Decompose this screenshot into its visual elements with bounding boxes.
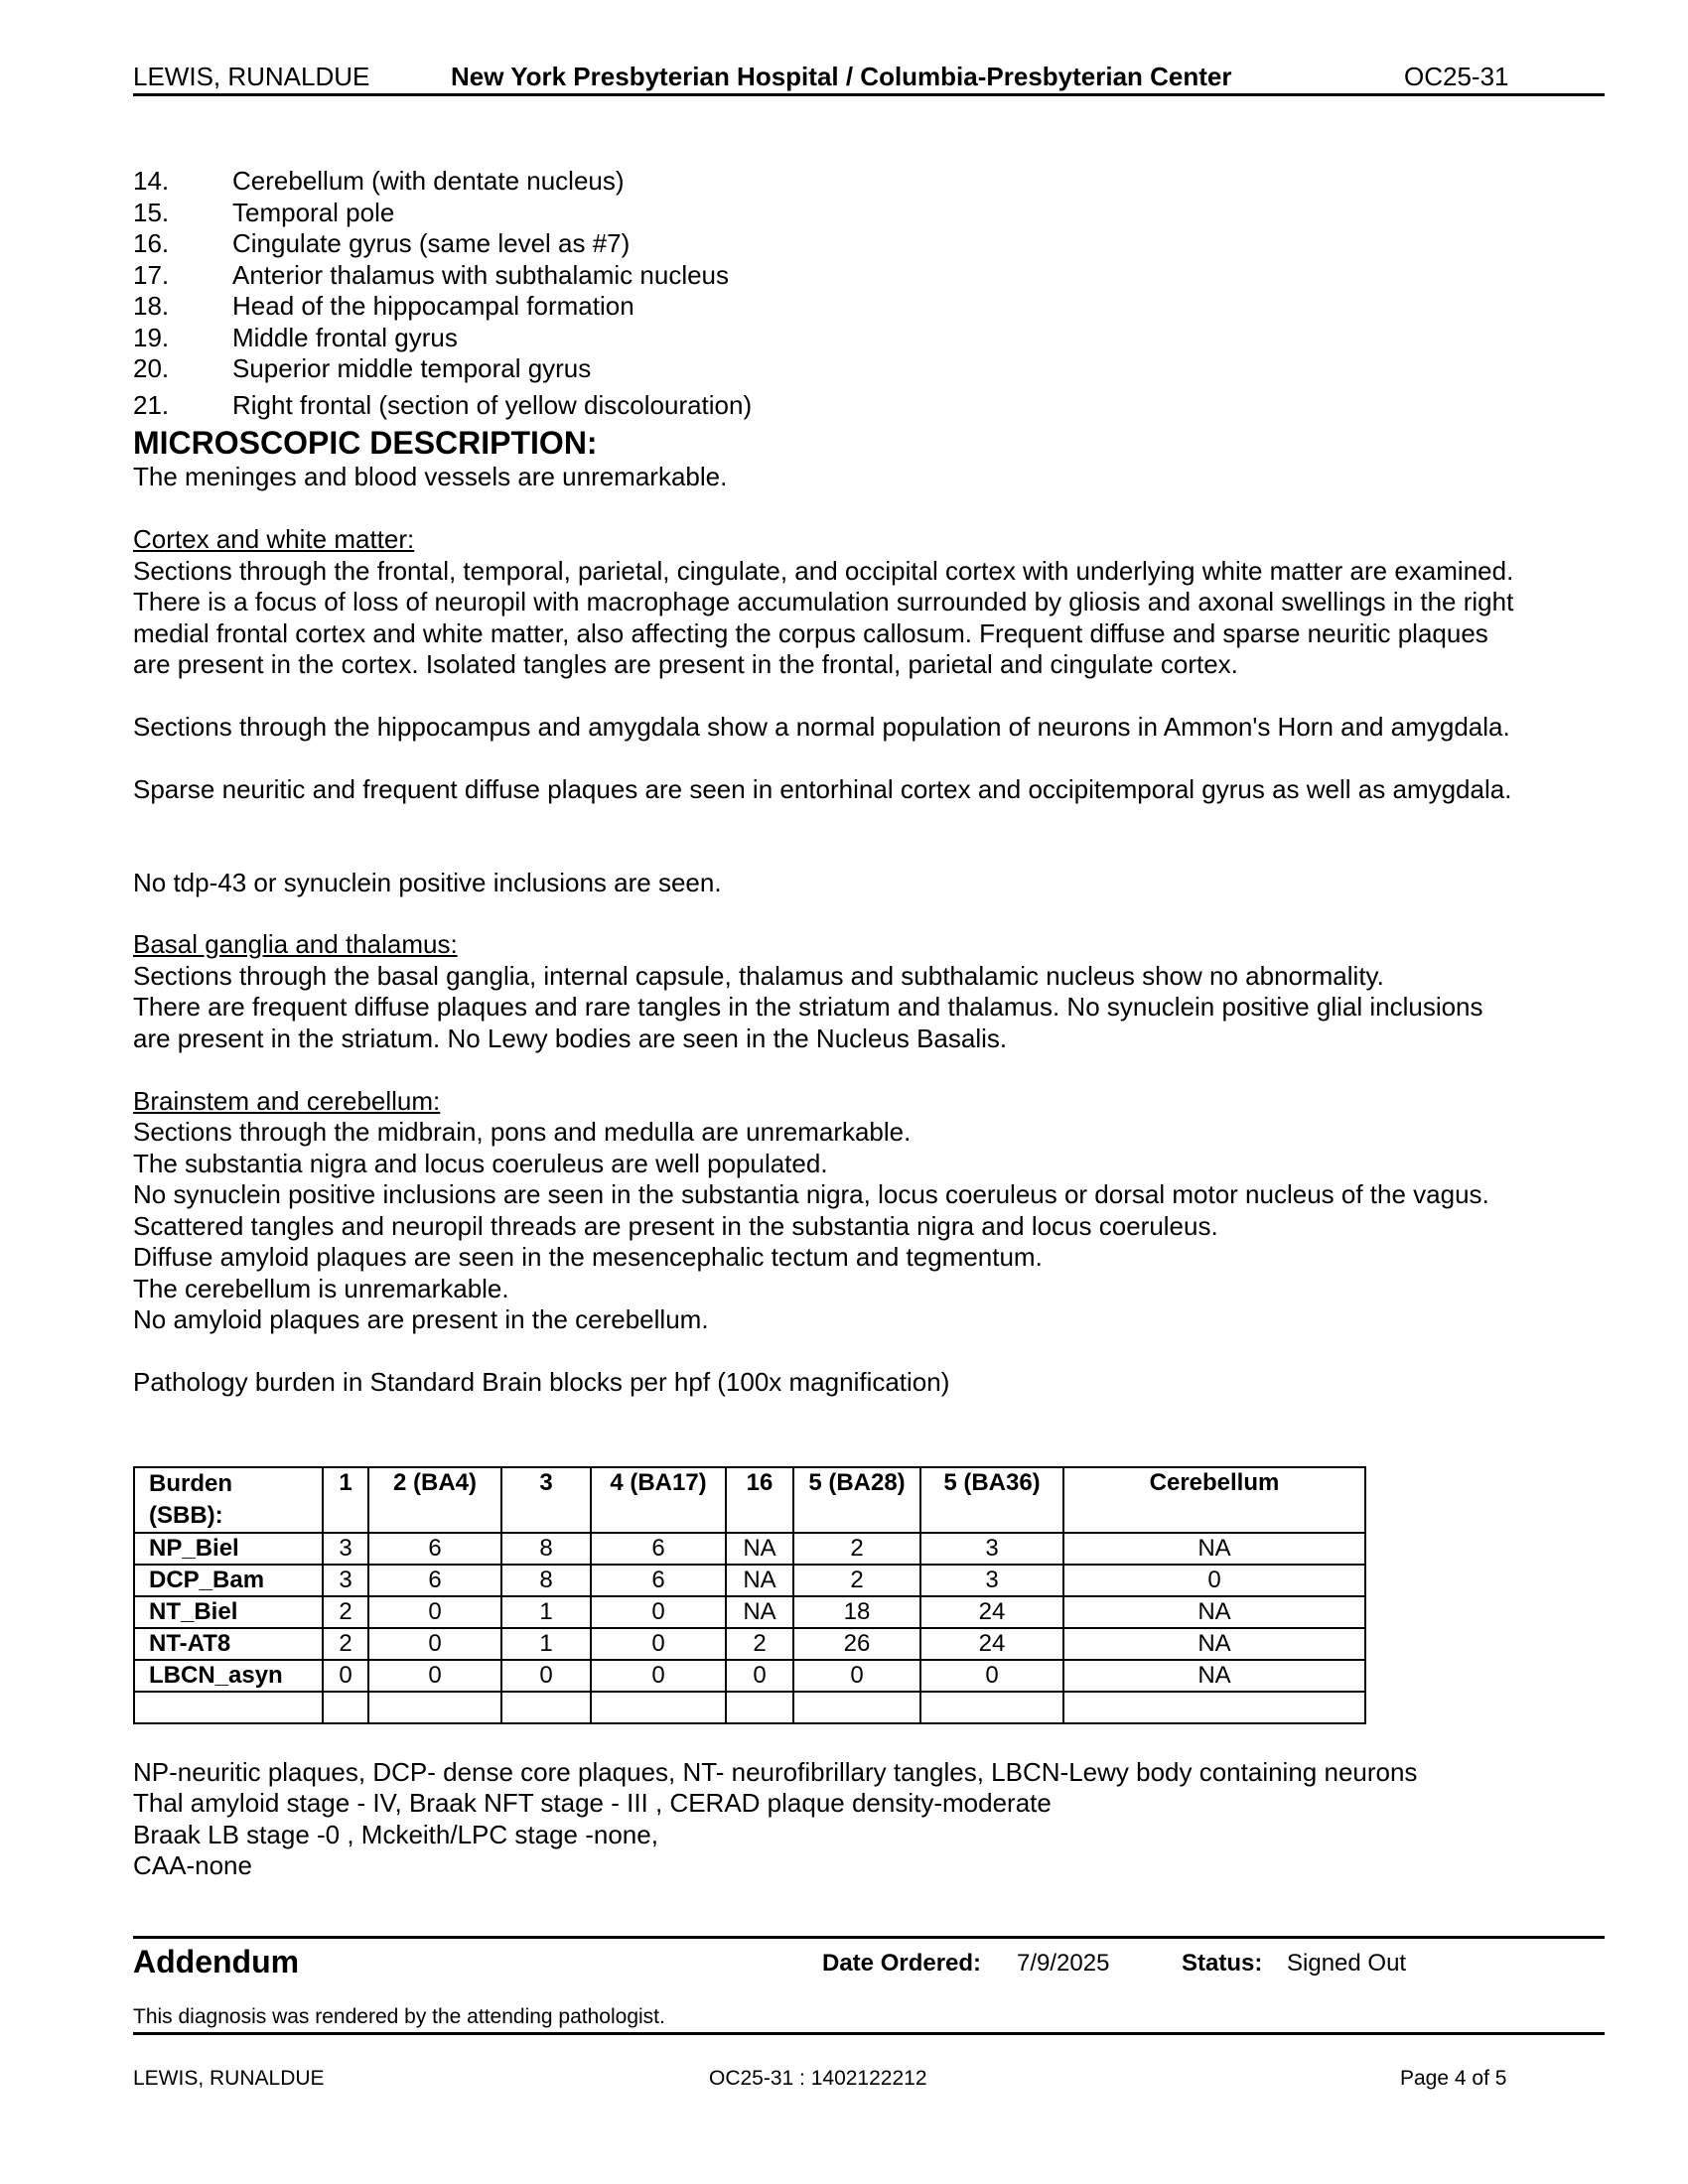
table-cell: 0 (368, 1660, 501, 1692)
table-cell: 24 (920, 1628, 1063, 1660)
cortex-line: There is a focus of loss of neuropil with macrophage accumulation surrounded by gliosis and axonal swellings in the right (133, 587, 1514, 616)
table-cell (726, 1692, 793, 1723)
table-cell: 6 (368, 1533, 501, 1565)
table-cell: 3 (920, 1533, 1063, 1565)
header-patient-name: LEWIS, RUNALDUE (133, 62, 370, 91)
meninges-text: The meninges and blood vessels are unremarkable. (133, 462, 728, 491)
table-column-header: 4 (BA17) (591, 1467, 726, 1533)
list-item-text: Temporal pole (232, 198, 395, 227)
table-cell: NA (1063, 1533, 1365, 1565)
table-cell: NA (726, 1596, 793, 1628)
list-item-number: 17. (133, 260, 170, 290)
date-ordered-value: 7/9/2025 (1017, 1950, 1110, 1977)
basal-subheading: Basal ganglia and thalamus: (133, 929, 458, 959)
table-cell: NA (726, 1533, 793, 1565)
basal-line: are present in the striatum. No Lewy bodies are seen in the Nucleus Basalis. (133, 1024, 1008, 1053)
table-cell: 3 (920, 1565, 1063, 1596)
table-cell (323, 1692, 368, 1723)
table-column-header: 5 (BA36) (920, 1467, 1063, 1533)
burden-table (133, 1466, 1366, 1724)
cortex-line: Sections through the frontal, temporal, parietal, cingulate, and occipital cortex with underlying white matter are examined. (133, 556, 1514, 586)
table-cell: 3 (323, 1565, 368, 1596)
table-cell: 0 (920, 1660, 1063, 1692)
addendum-bottom-rule (133, 2032, 1605, 2035)
table-cell: 6 (591, 1533, 726, 1565)
table-column-header: 3 (501, 1467, 591, 1533)
burden-intro: Pathology burden in Standard Brain blocks per hpf (100x magnification) (133, 1367, 950, 1397)
table-cell: 2 (323, 1628, 368, 1660)
table-cell: 2 (793, 1565, 920, 1596)
list-item-number: 15. (133, 198, 170, 227)
table-column-header: 2 (BA4) (368, 1467, 501, 1533)
table-cell: 0 (1063, 1565, 1365, 1596)
table-row-label: DCP_Bam (134, 1565, 323, 1596)
table-row (134, 1628, 1365, 1660)
table-cell: NA (1063, 1628, 1365, 1660)
table-row (134, 1565, 1365, 1596)
table-cell: NA (1063, 1596, 1365, 1628)
footer-accession: OC25-31 : 1402122212 (709, 2067, 927, 2090)
list-item-number: 20. (133, 353, 170, 383)
tdp-text: No tdp-43 or synuclein positive inclusions are seen. (133, 868, 722, 897)
table-header-row (134, 1467, 1365, 1533)
table-cell: 3 (323, 1533, 368, 1565)
table-row (134, 1596, 1365, 1628)
date-ordered-label: Date Ordered: (822, 1950, 982, 1977)
basal-line: There are frequent diffuse plaques and rare tangles in the striatum and thalamus. No synuclein positive glial inclusions (133, 992, 1483, 1022)
list-item-text: Right frontal (section of yellow discolouration) (232, 390, 753, 420)
table-cell: 6 (368, 1565, 501, 1596)
table-header-burden (134, 1467, 323, 1533)
list-item-text: Head of the hippocampal formation (232, 291, 634, 321)
table-cell: 0 (323, 1660, 368, 1692)
header-burden-line1: Burden (149, 1470, 232, 1497)
list-item-text: Cerebellum (with dentate nucleus) (232, 166, 625, 196)
list-item-text: Middle frontal gyrus (232, 323, 458, 352)
brainstem-line: Diffuse amyloid plaques are seen in the mesencephalic tectum and tegmentum. (133, 1242, 1043, 1272)
table-column-header: Cerebellum (1063, 1467, 1365, 1533)
hippocampus-text: Sections through the hippocampus and amygdala show a normal population of neurons in Ammon's Horn and amygdala. (133, 712, 1510, 742)
table-cell: 1 (501, 1596, 591, 1628)
list-item-number: 19. (133, 323, 170, 352)
table-cell (368, 1692, 501, 1723)
brainstem-line: No amyloid plaques are present in the cerebellum. (133, 1304, 709, 1334)
cortex-line: are present in the cortex. Isolated tangles are present in the frontal, parietal and cingulate cortex. (133, 649, 1238, 679)
table-cell (591, 1692, 726, 1723)
table-cell: 8 (501, 1533, 591, 1565)
cortex-line: medial frontal cortex and white matter, also affecting the corpus callosum. Frequent diffuse and sparse neuritic plaques (133, 618, 1488, 648)
table-row-empty (134, 1692, 1365, 1723)
table-cell: 6 (591, 1565, 726, 1596)
table-column-header: 16 (726, 1467, 793, 1533)
table-cell: 2 (793, 1533, 920, 1565)
brainstem-line: The cerebellum is unremarkable. (133, 1274, 509, 1303)
table-cell (920, 1692, 1063, 1723)
table-row-label: NP_Biel (134, 1533, 323, 1565)
table-cell: 2 (323, 1596, 368, 1628)
table-cell: 0 (368, 1596, 501, 1628)
brainstem-line: No synuclein positive inclusions are seen in the substantia nigra, locus coeruleus or dorsal motor nucleus of the vagus. (133, 1179, 1489, 1209)
table-cell: 0 (591, 1660, 726, 1692)
table-row (134, 1660, 1365, 1692)
footer-patient-name: LEWIS, RUNALDUE (133, 2067, 325, 2090)
brainstem-line: Sections through the midbrain, pons and medulla are unremarkable. (133, 1117, 912, 1147)
table-row (134, 1533, 1365, 1565)
brainstem-line: Scattered tangles and neuropil threads are present in the substantia nigra and locus coeruleus. (133, 1211, 1218, 1241)
header-rule (133, 93, 1605, 96)
addendum-note: This diagnosis was rendered by the attending pathologist. (133, 2005, 665, 2028)
list-item-text: Superior middle temporal gyrus (232, 353, 592, 383)
table-cell: 0 (368, 1628, 501, 1660)
summary-line: Braak LB stage -0 , Mckeith/LPC stage -none, (133, 1820, 658, 1849)
table-row-label: LBCN_asyn (134, 1660, 323, 1692)
table-cell (501, 1692, 591, 1723)
footer-page-number: Page 4 of 5 (1400, 2067, 1507, 2090)
summary-line: Thal amyloid stage - IV, Braak NFT stage - III , CERAD plaque density-moderate (133, 1788, 1052, 1818)
addendum-top-rule (133, 1936, 1605, 1939)
microscopic-heading: MICROSCOPIC DESCRIPTION: (133, 425, 598, 461)
list-item-text: Anterior thalamus with subthalamic nucleus (232, 260, 730, 290)
list-item-number: 14. (133, 166, 170, 196)
status-value: Signed Out (1287, 1950, 1407, 1977)
table-cell: 0 (726, 1660, 793, 1692)
list-item-number: 21. (133, 390, 170, 420)
table-cell: 26 (793, 1628, 920, 1660)
table-column-header: 5 (BA28) (793, 1467, 920, 1533)
addendum-title: Addendum (133, 1944, 300, 1979)
table-column-header: 1 (323, 1467, 368, 1533)
header-burden-line2: (SBB): (149, 1502, 223, 1529)
summary-line: NP-neuritic plaques, DCP- dense core plaques, NT- neurofibrillary tangles, LBCN-Lewy body containing neurons (133, 1757, 1418, 1787)
list-item-number: 18. (133, 291, 170, 321)
table-cell (793, 1692, 920, 1723)
table-cell: NA (1063, 1660, 1365, 1692)
brainstem-subheading: Brainstem and cerebellum: (133, 1086, 441, 1116)
table-cell: 8 (501, 1565, 591, 1596)
summary-line: CAA-none (133, 1850, 252, 1880)
table-cell: 2 (726, 1628, 793, 1660)
table-row-label: NT_Biel (134, 1596, 323, 1628)
table-cell: 0 (591, 1596, 726, 1628)
table-cell: 0 (501, 1660, 591, 1692)
plaques-text: Sparse neuritic and frequent diffuse plaques are seen in entorhinal cortex and occipitemporal gyrus as well as amygdala. (133, 774, 1512, 804)
brainstem-line: The substantia nigra and locus coeruleus are well populated. (133, 1149, 828, 1178)
list-item-text: Cingulate gyrus (same level as #7) (232, 228, 631, 258)
header-case-id: OC25-31 (1404, 62, 1509, 91)
table-cell: 24 (920, 1596, 1063, 1628)
cortex-subheading: Cortex and white matter: (133, 524, 415, 554)
table-cell (1063, 1692, 1365, 1723)
header-institution: New York Presbyterian Hospital / Columbia-Presbyterian Center (451, 62, 1232, 91)
basal-line: Sections through the basal ganglia, internal capsule, thalamus and subthalamic nucleus show no abnormality. (133, 961, 1384, 991)
table-cell (134, 1692, 323, 1723)
table-cell: NA (726, 1565, 793, 1596)
table-cell: 0 (591, 1628, 726, 1660)
table-cell: 1 (501, 1628, 591, 1660)
status-label: Status: (1182, 1950, 1263, 1977)
list-item-number: 16. (133, 228, 170, 258)
table-row-label: NT-AT8 (134, 1628, 323, 1660)
table-cell: 0 (793, 1660, 920, 1692)
table-cell: 18 (793, 1596, 920, 1628)
